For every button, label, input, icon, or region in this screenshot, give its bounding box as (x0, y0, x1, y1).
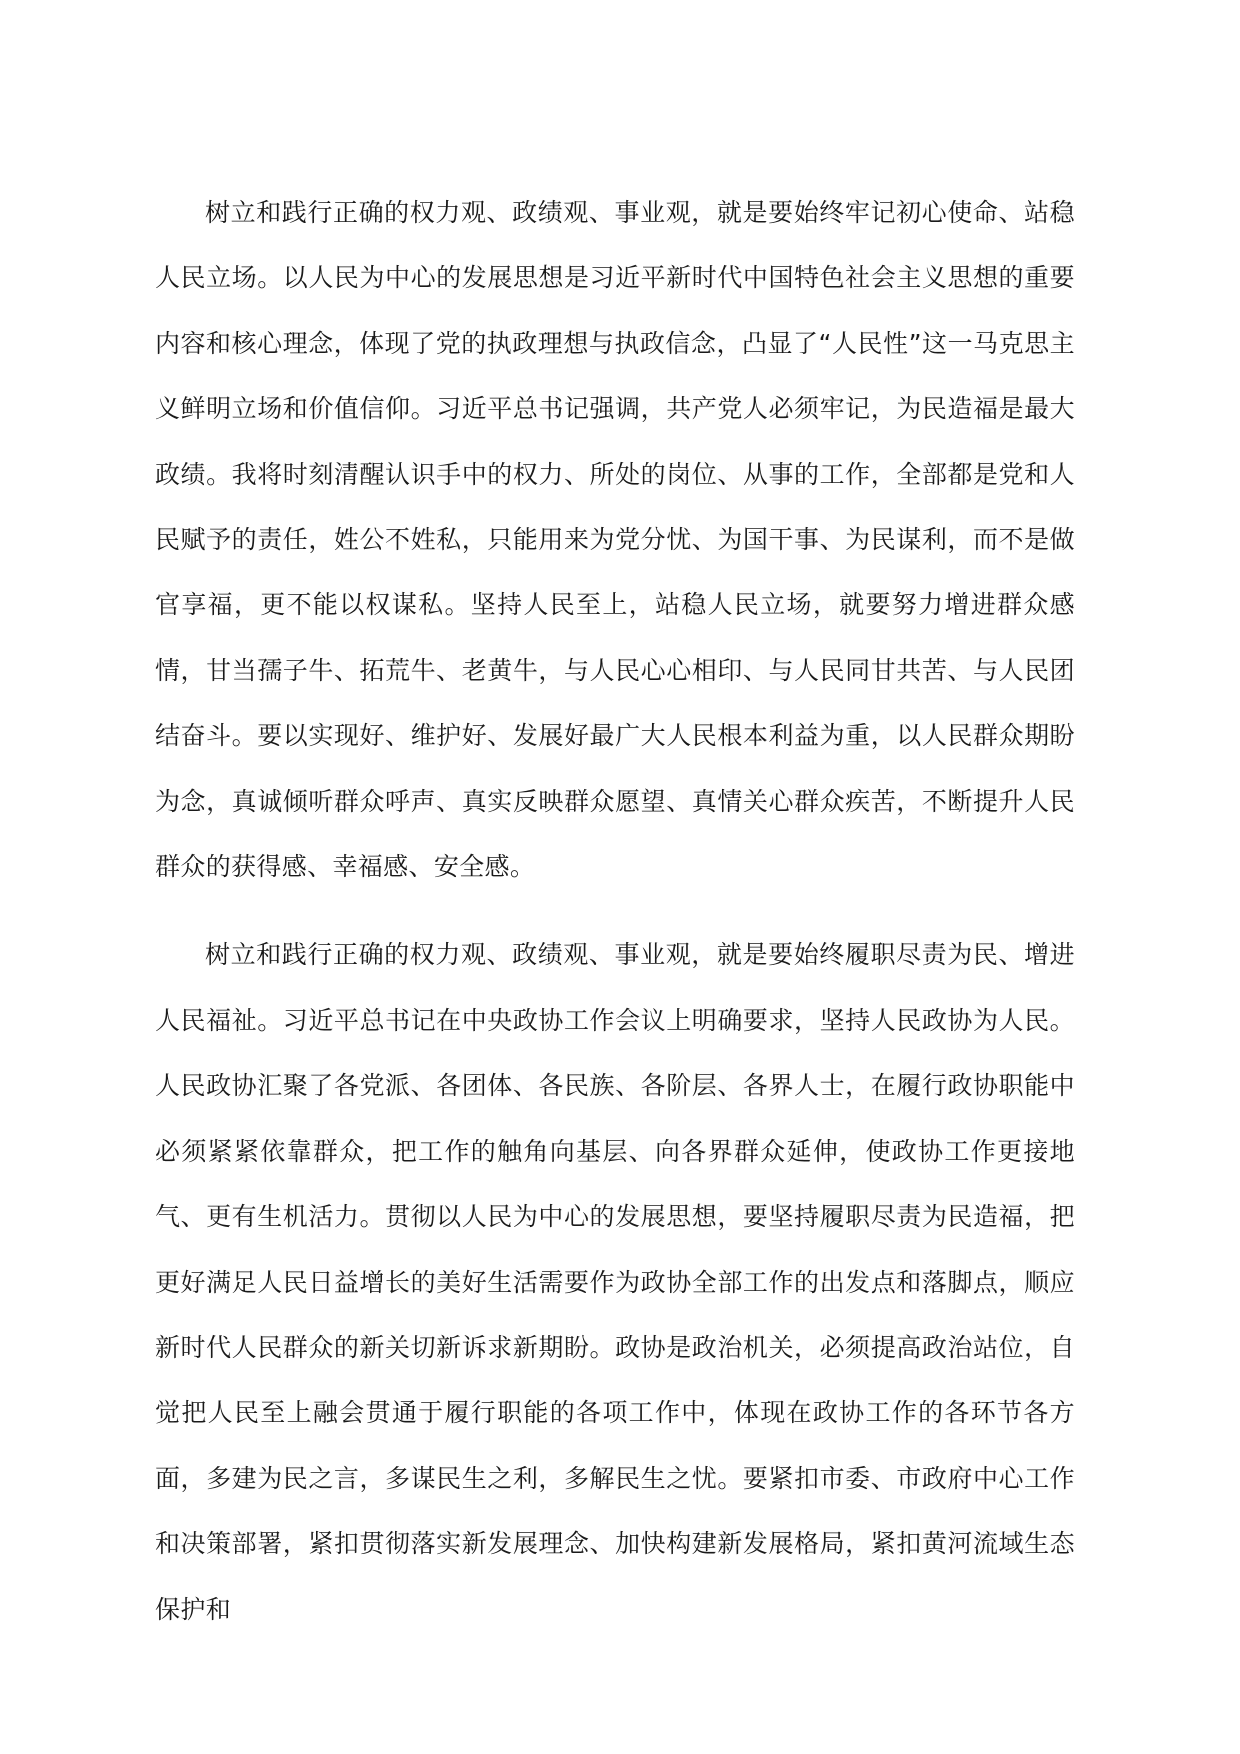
paragraph-duty-for-people: 树立和践行正确的权力观、政绩观、事业观，就是要始终履职尽责为民、增进人民福祉。习近平总书记在中央政协工作会议上明确要求，坚持人民政协为人民。人民政协汇聚了各党派、各团体、各民族、各阶层、各界人士，在履行政协职能中必须紧紧依靠群众，把工作的触角向基层、向各界群众延伸，使政协工作更接地气、更有生机活力。贯彻以人民为中心的发展思想，要坚持履职尽责为民造福，把更好满足人民日益增长的美好生活需要作为政协全部工作的出发点和落脚点，顺应新时代人民群众的新关切新诉求新期盼。政协是政治机关，必须提高政治站位，自觉把人民至上融会贯通于履行职能的各项工作中，体现在政协工作的各环节各方面，多建为民之言，多谋民生之利，多解民生之忧。要紧扣市委、市政府中心工作和决策部署，紧扣贯彻落实新发展理念、加快构建新发展格局，紧扣黄河流域生态保护和 (155, 940, 1075, 1624)
document-body (155, 180, 1075, 1642)
paragraph-people-stance: 树立和践行正确的权力观、政绩观、事业观，就是要始终牢记初心使命、站稳人民立场。以人民为中心的发展思想是习近平新时代中国特色社会主义思想的重要内容和核心理念，体现了党的执政理想与执政信念，凸显了“人民性”这一马克思主义鲜明立场和价值信仰。习近平总书记强调，共产党人必须牢记，为民造福是最大政绩。我将时刻清醒认识手中的权力、所处的岗位、从事的工作，全部都是党和人民赋予的责任，姓公不姓私，只能用来为党分忧、为国干事、为民谋利，而不是做官享福，更不能以权谋私。坚持人民至上，站稳人民立场，就要努力增进群众感情，甘当孺子牛、拓荒牛、老黄牛，与人民心心相印、与人民同甘共苦、与人民团结奋斗。要以实现好、维护好、发展好最广大人民根本利益为重，以人民群众期盼为念，真诚倾听群众呼声、真实反映群众愿望、真情关心群众疾苦，不断提升人民群众的获得感、幸福感、安全感。 (155, 198, 1075, 882)
